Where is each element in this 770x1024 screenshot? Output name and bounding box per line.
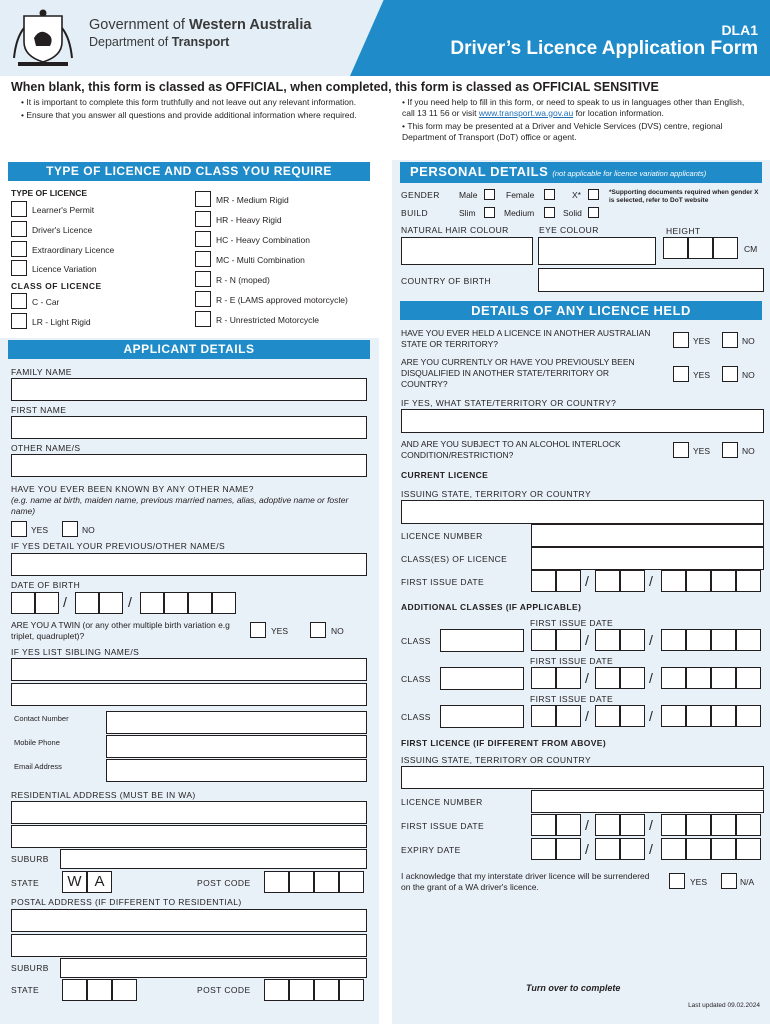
add-class-1-slash-1: / [585,632,589,648]
licence-variation-label: Licence Variation [32,264,97,274]
first-issue-year-2[interactable] [686,570,711,592]
class-hc-checkbox[interactable] [195,231,211,247]
known-other-yes-label: YES [31,525,49,535]
add-class-1-year-1[interactable] [661,629,686,651]
first-issue-day-2[interactable] [556,570,581,592]
postal-suburb-input[interactable] [60,958,367,978]
known-other-name-hint: (e.g. name at birth, maiden name, previous married names, alias, adoptive name or foster name) [11,495,349,516]
expiry-year-2[interactable] [686,838,711,860]
height-box-1[interactable] [663,237,688,259]
eye-colour-input[interactable] [538,237,656,265]
type-heading: TYPE OF LICENCE [11,188,88,198]
known-other-yes-checkbox[interactable] [11,521,27,537]
licence-classes-label: CLASS(ES) OF LICENCE [401,554,508,564]
class-hc-label: HC - Heavy Combination [216,235,311,245]
disqualified-no-label: NO [742,370,755,380]
residential-address-input-2[interactable] [11,825,367,848]
add-class-3-day-1[interactable] [531,705,556,727]
build-label: BUILD [401,208,429,218]
postcode-label: POST CODE [197,878,251,888]
add-class-3-day-2[interactable] [556,705,581,727]
first-licence-heading: FIRST LICENCE (IF DIFFERENT FROM ABOVE) [401,738,607,748]
intro-right: • If you need help to fill in this form, or need to speak to us in languages other than English, call 13 11 56 or visit www.transport.wa.gov.au for location information. • This form may be presented at a Driver and Vehicle Services (DVS) centre, regional Department of Transport (DoT) office or agent. [402,97,745,142]
slim-label: Slim [459,208,476,218]
first-licence-issuing-label: ISSUING STATE, TERRITORY OR COUNTRY [401,755,592,765]
ack-na-checkbox[interactable] [721,873,737,889]
add-class-1-label: CLASS [401,636,431,646]
extraordinary-licence-label: Extraordinary Licence [32,245,115,255]
class-hr-checkbox[interactable] [195,211,211,227]
add-class-1-date-label: FIRST ISSUE DATE [530,618,614,628]
first-licence-issue-label: FIRST ISSUE DATE [401,821,485,831]
add-class-1-month-2[interactable] [620,629,645,651]
dob-day-1[interactable] [11,592,35,614]
suburb-input[interactable] [60,849,367,869]
expiry-day-1[interactable] [531,838,556,860]
held-other-no-label: NO [742,336,755,346]
postcode-box-4[interactable] [339,871,364,893]
dot-website-link[interactable]: www.transport.wa.gov.au [478,107,574,118]
first-issue-month-2[interactable] [620,570,645,592]
postal-address-input-1[interactable] [11,909,367,932]
issuing-state-label: ISSUING STATE, TERRITORY OR COUNTRY [401,489,592,499]
first-name-input[interactable] [11,416,367,439]
add-class-1-year-2[interactable] [686,629,711,651]
ack-na-label: N/A [740,877,755,887]
expiry-month-1[interactable] [595,838,620,860]
add-class-1-slash-2: / [649,632,653,648]
first-name-label: FIRST NAME [11,405,67,415]
email-input[interactable] [106,759,367,782]
medium-label: Medium [504,208,535,218]
first-issue-year-1[interactable] [661,570,686,592]
postal-state-label: STATE [11,985,40,995]
add-class-2-slash-2: / [649,670,653,686]
interlock-question: AND ARE YOU SUBJECT TO AN ALCOHOL INTERLOCK CONDITION/RESTRICTION? [401,439,621,460]
disqualified-no-checkbox[interactable] [722,366,738,382]
postcode-box-1[interactable] [264,871,289,893]
expiry-year-3[interactable] [711,838,736,860]
contact-number-label: Contact Number [14,714,69,723]
first-licence-issue-year-1[interactable] [661,814,686,836]
interlock-yes-checkbox[interactable] [673,442,689,458]
first-licence-issue-day-1[interactable] [531,814,556,836]
held-other-yes-label: YES [693,336,711,346]
add-class-1-year-4[interactable] [736,629,761,651]
first-issue-month-1[interactable] [595,570,620,592]
class-heading: CLASS OF LICENCE [11,281,102,291]
male-checkbox[interactable] [484,189,495,200]
previous-names-label: IF YES DETAIL YOUR PREVIOUS/OTHER NAME/S [11,541,226,551]
add-class-2-year-1[interactable] [661,667,686,689]
add-class-2-slash-1: / [585,670,589,686]
add-class-2-input[interactable] [440,667,524,690]
expiry-day-2[interactable] [556,838,581,860]
email-label: Email Address [14,762,62,771]
other-names-input[interactable] [11,454,367,477]
dob-label: DATE OF BIRTH [11,580,81,590]
state-box-w: W [62,871,87,893]
first-licence-issue-slash-1: / [585,817,589,833]
postal-address-label: POSTAL ADDRESS (IF DIFFERENT TO RESIDENTIAL) [11,897,242,907]
gender-label: GENDER [401,190,440,200]
female-label: Female [506,190,535,200]
class-rn-checkbox[interactable] [195,271,211,287]
dob-year-1[interactable] [140,592,164,614]
add-class-3-year-1[interactable] [661,705,686,727]
class-re-label: R - E (LAMS approved motorcycle) [216,295,348,305]
known-other-no-label: NO [82,525,95,535]
wa-crest-logo [10,8,76,68]
first-issue-day-1[interactable] [531,570,556,592]
postal-postcode-label: POST CODE [197,985,251,995]
contact-number-input[interactable] [106,711,367,734]
first-licence-number-input[interactable] [531,790,764,813]
add-class-2-year-2[interactable] [686,667,711,689]
classification-notice: When blank, this form is classed as OFFICIAL, when completed, this form is classed as OFFICIAL SENSITIVE [11,80,659,94]
personal-details-banner: PERSONAL DETAILS (not applicable for licence variation applicants) [400,162,762,183]
class-mr-checkbox[interactable] [195,191,211,207]
height-box-3[interactable] [713,237,738,259]
add-class-3-year-4[interactable] [736,705,761,727]
dept-name: Department of Transport [89,35,230,49]
class-c-checkbox[interactable] [11,293,27,309]
ack-yes-label: YES [690,877,708,887]
twin-yes-checkbox[interactable] [250,622,266,638]
known-other-name-question: HAVE YOU EVER BEEN KNOWN BY ANY OTHER NAME? [11,484,254,494]
height-box-2[interactable] [688,237,713,259]
add-class-3-month-1[interactable] [595,705,620,727]
learner-permit-label: Learner's Permit [32,205,95,215]
female-checkbox[interactable] [544,189,555,200]
hair-colour-input[interactable] [401,237,533,265]
gender-x-label: X* [572,190,581,200]
expiry-slash-2: / [649,841,653,857]
interlock-yes-label: YES [693,446,711,456]
country-birth-input[interactable] [538,268,764,292]
add-class-2-date-label: FIRST ISSUE DATE [530,656,614,666]
dob-slash-2: / [128,594,132,610]
expiry-year-1[interactable] [661,838,686,860]
class-c-label: C - Car [32,297,60,307]
dob-year-3[interactable] [188,592,212,614]
add-class-3-slash-1: / [585,708,589,724]
first-issue-year-3[interactable] [711,570,736,592]
postal-postcode-box-1[interactable] [264,979,289,1001]
first-licence-issue-year-2[interactable] [686,814,711,836]
eye-colour-label: EYE COLOUR [539,225,599,235]
class-mc-checkbox[interactable] [195,251,211,267]
surrender-acknowledgement: I acknowledge that my interstate driver licence will be surrendered on the grant of a WA driver's licence. [401,871,650,892]
held-other-no-checkbox[interactable] [722,332,738,348]
suburb-label: SUBURB [11,854,49,864]
licence-number-input[interactable] [531,524,764,547]
add-class-1-day-2[interactable] [556,629,581,651]
disqualified-question: ARE YOU CURRENTLY OR HAVE YOU PREVIOUSLY BEEN DISQUALIFIED IN ANOTHER STATE/TERRITORY OR COUNTRY? [401,357,635,389]
held-other-yes-checkbox[interactable] [673,332,689,348]
add-class-2-day-1[interactable] [531,667,556,689]
interlock-no-checkbox[interactable] [722,442,738,458]
issuing-state-input[interactable] [401,500,764,524]
solid-checkbox[interactable] [588,207,599,218]
add-class-3-month-2[interactable] [620,705,645,727]
add-class-1-input[interactable] [440,629,524,652]
siblings-label: IF YES LIST SIBLING NAME/S [11,647,140,657]
extraordinary-licence-checkbox[interactable] [11,241,27,257]
add-class-3-label: CLASS [401,712,431,722]
dob-month-1[interactable] [75,592,99,614]
male-label: Male [459,190,478,200]
postal-suburb-label: SUBURB [11,963,49,973]
first-licence-issue-year-4[interactable] [736,814,761,836]
dob-year-4[interactable] [212,592,236,614]
add-class-3-slash-2: / [649,708,653,724]
applicant-banner: APPLICANT DETAILS [8,340,370,359]
interlock-no-label: NO [742,446,755,456]
solid-label: Solid [563,208,582,218]
add-class-3-input[interactable] [440,705,524,728]
first-licence-number-label: LICENCE NUMBER [401,797,483,807]
first-issue-date-label: FIRST ISSUE DATE [401,577,485,587]
expiry-month-2[interactable] [620,838,645,860]
disqualified-yes-label: YES [693,370,711,380]
state-box-a: A [87,871,112,893]
first-issue-slash-1: / [585,573,589,589]
gov-name: Government of Western Australia [89,17,312,33]
add-class-2-month-2[interactable] [620,667,645,689]
type-licence-banner: TYPE OF LICENCE AND CLASS YOU REQUIRE [8,162,370,181]
dob-year-2[interactable] [164,592,188,614]
first-licence-issue-year-3[interactable] [711,814,736,836]
disqualified-yes-checkbox[interactable] [673,366,689,382]
licence-classes-input[interactable] [531,547,764,570]
add-class-3-year-3[interactable] [711,705,736,727]
first-licence-issue-month-1[interactable] [595,814,620,836]
class-mr-label: MR - Medium Rigid [216,195,289,205]
expiry-slash-1: / [585,841,589,857]
postcode-box-3[interactable] [314,871,339,893]
medium-checkbox[interactable] [544,207,555,218]
postal-state-box-2[interactable] [87,979,112,1001]
postal-address-input-2[interactable] [11,934,367,957]
first-licence-issuing-input[interactable] [401,766,764,789]
state-label: STATE [11,878,40,888]
add-class-1-day-1[interactable] [531,629,556,651]
previous-names-input[interactable] [11,553,367,576]
dob-month-2[interactable] [99,592,123,614]
first-issue-slash-2: / [649,573,653,589]
height-unit: CM [744,244,758,254]
ack-yes-checkbox[interactable] [669,873,685,889]
family-name-input[interactable] [11,378,367,401]
add-class-3-year-2[interactable] [686,705,711,727]
twin-yes-label: YES [271,626,289,636]
siblings-input-2[interactable] [11,683,367,706]
gender-x-note: *Supporting documents required when gender X is selected, refer to DoT website [609,189,759,204]
postal-postcode-box-4[interactable] [339,979,364,1001]
mobile-phone-label: Mobile Phone [14,738,60,747]
held-other-state-question: HAVE YOU EVER HELD A LICENCE IN ANOTHER AUSTRALIAN STATE OR TERRITORY? [401,328,651,349]
class-lr-label: LR - Light Rigid [32,317,91,327]
class-rn-label: R - N (moped) [216,275,270,285]
intro-left: • It is important to complete this form truthfully and not leave out any relevant information. • Ensure that you answer all questions and provide additional information where required. [21,97,357,120]
known-other-no-checkbox[interactable] [62,521,78,537]
add-class-1-year-3[interactable] [711,629,736,651]
add-class-2-year-4[interactable] [736,667,761,689]
postal-state-box-1[interactable] [62,979,87,1001]
first-licence-issue-slash-2: / [649,817,653,833]
turn-over-note: Turn over to complete [526,983,621,993]
add-class-2-day-2[interactable] [556,667,581,689]
class-r-checkbox[interactable] [195,311,211,327]
other-names-label: OTHER NAME/S [11,443,81,453]
postal-postcode-box-3[interactable] [314,979,339,1001]
postcode-box-2[interactable] [289,871,314,893]
first-issue-year-4[interactable] [736,570,761,592]
add-class-3-date-label: FIRST ISSUE DATE [530,694,614,704]
current-licence-heading: CURRENT LICENCE [401,470,489,480]
form-title: Driver’s Licence Application Form [450,38,758,59]
drivers-licence-checkbox[interactable] [11,221,27,237]
residential-address-input-1[interactable] [11,801,367,824]
add-class-1-month-1[interactable] [595,629,620,651]
licence-number-label: LICENCE NUMBER [401,531,483,541]
postal-state-box-3[interactable] [112,979,137,1001]
add-class-2-label: CLASS [401,674,431,684]
first-licence-issue-month-2[interactable] [620,814,645,836]
twin-no-checkbox[interactable] [310,622,326,638]
additional-classes-heading: ADDITIONAL CLASSES (IF APPLICABLE) [401,602,582,612]
dob-slash-1: / [63,594,67,610]
licence-variation-checkbox[interactable] [11,260,27,276]
height-label: HEIGHT [666,226,701,236]
mobile-phone-input[interactable] [106,735,367,758]
residential-address-label: RESIDENTIAL ADDRESS (MUST BE IN WA) [11,790,196,800]
expiry-year-4[interactable] [736,838,761,860]
twin-question: ARE YOU A TWIN (or any other multiple birth variation e.g triplet, quadruplet)? [11,620,230,641]
hair-colour-label: NATURAL HAIR COLOUR [401,225,509,235]
class-re-checkbox[interactable] [195,291,211,307]
learner-permit-checkbox[interactable] [11,201,27,217]
class-mc-label: MC - Multi Combination [216,255,305,265]
last-updated: Last updated 09.02.2024 [688,1002,760,1009]
form-code: DLA1 [721,22,758,38]
siblings-input-1[interactable] [11,658,367,681]
gender-x-checkbox[interactable] [588,189,599,200]
family-name-label: FAMILY NAME [11,367,72,377]
class-r-label: R - Unrestricted Motorcycle [216,315,319,325]
add-class-2-month-1[interactable] [595,667,620,689]
expiry-date-label: EXPIRY DATE [401,845,461,855]
twin-no-label: NO [331,626,344,636]
class-lr-checkbox[interactable] [11,313,27,329]
add-class-2-year-3[interactable] [711,667,736,689]
drivers-licence-label: Driver's Licence [32,225,93,235]
class-hr-label: HR - Heavy Rigid [216,215,282,225]
first-licence-issue-day-2[interactable] [556,814,581,836]
disqualified-where-label: IF YES, WHAT STATE/TERRITORY OR COUNTRY? [401,398,617,408]
country-birth-label: COUNTRY OF BIRTH [401,276,491,286]
postal-postcode-box-2[interactable] [289,979,314,1001]
licence-held-banner: DETAILS OF ANY LICENCE HELD [400,301,762,320]
disqualified-where-input[interactable] [401,409,764,433]
dob-day-2[interactable] [35,592,59,614]
slim-checkbox[interactable] [484,207,495,218]
